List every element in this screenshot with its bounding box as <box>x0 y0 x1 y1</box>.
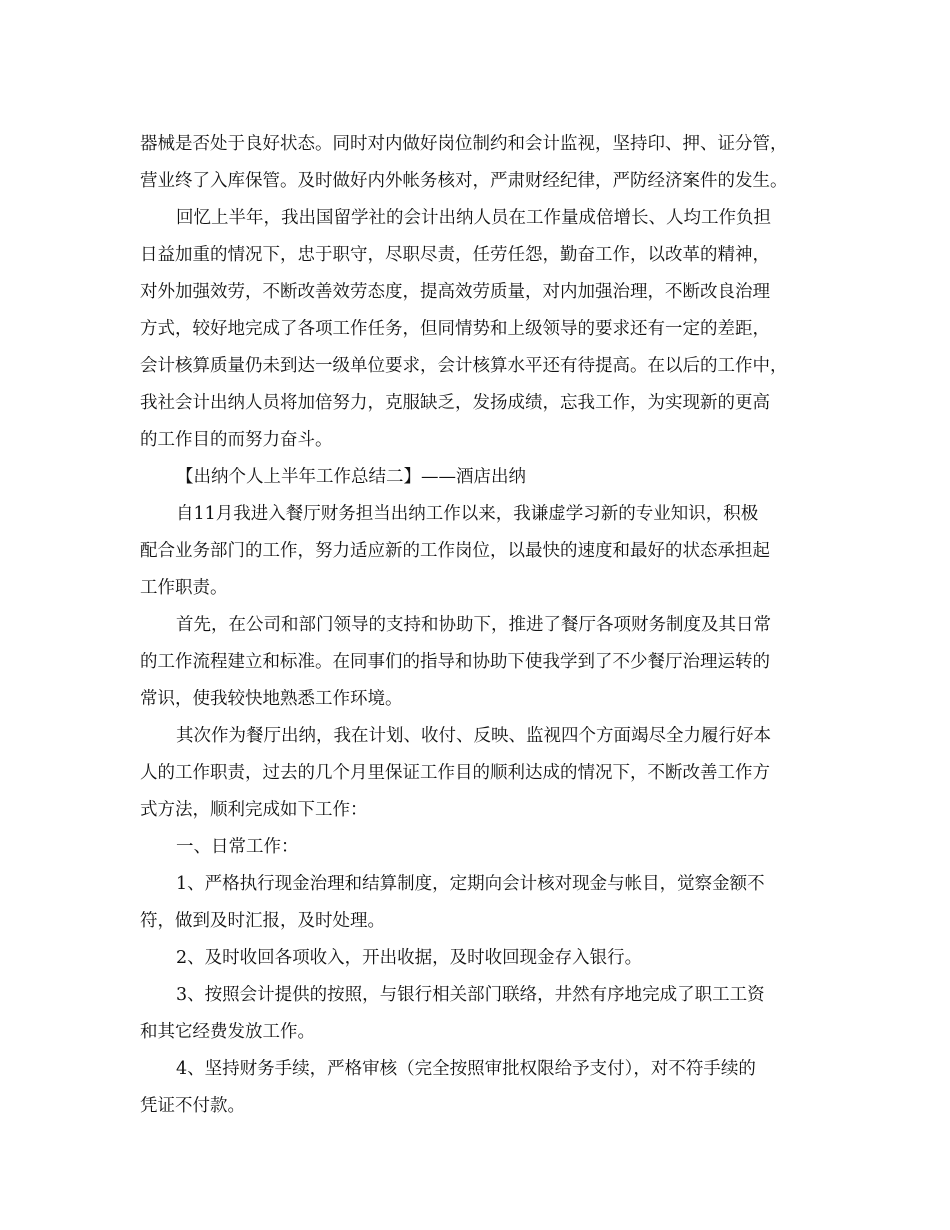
list-heading: 一、日常工作： <box>176 837 299 857</box>
text-line: 会计核算质量仍未到达一级单位要求，会计核算水平还有待提高。在以后的工作中， <box>140 356 788 376</box>
text-line: 的工作流程建立和标准。在同事们的指导和协助下使我学到了不少餐厅治理运转的 <box>140 652 770 672</box>
text-line: 我社会计出纳人员将加倍努力，克服缺乏，发扬成绩，忘我工作，为实现新的更高 <box>140 393 770 413</box>
text-line: 人的工作职责，过去的几个月里保证工作目的顺利达成的情况下，不断改善工作方 <box>140 763 770 783</box>
text-line: 常识，使我较快地熟悉工作环境。 <box>140 689 403 709</box>
text-line: 方式，较好地完成了各项工作任务，但同情势和上级领导的要求还有一定的差距， <box>140 319 770 339</box>
list-item-start-line: 4、坚持财务手续，严格审核（完全按照审批权限给予支付），对不符手续的 <box>176 1059 756 1079</box>
list-item-start-line: 1、严格执行现金治理和结算制度，定期向会计核对现金与帐目，觉察金额不 <box>176 874 765 894</box>
text-line: 式方法，顺利完成如下工作： <box>140 800 368 820</box>
paragraph-start-line: 首先，在公司和部门领导的支持和协助下，推进了餐厅各项财务制度及其日常 <box>176 615 771 635</box>
paragraph-start-line: 回忆上半年，我出国留学社的会计出纳人员在工作量成倍增长、人均工作负担 <box>176 208 771 228</box>
text-line: 的工作目的而努力奋斗。 <box>140 430 333 450</box>
list-item-start-line: 3、按照会计提供的按照，与银行相关部门联络，井然有序地完成了职工工资 <box>176 985 765 1005</box>
text-line: 营业终了入库保管。及时做好内外帐务核对，严肃财经纪律，严防经济案件的发生。 <box>140 171 788 191</box>
text-line: 符，做到及时汇报，及时处理。 <box>140 911 385 931</box>
paragraph-start-line: 自11月我进入餐厅财务担当出纳工作以来，我谦虚学习新的专业知识，积极 <box>176 504 759 524</box>
text-line: 工作职责。 <box>140 578 228 598</box>
text-line: 日益加重的情况下，忠于职守，尽职尽责，任劳任怨，勤奋工作，以改革的精神， <box>140 245 770 265</box>
list-item-start-line: 2、及时收回各项收入，开出收据，及时收回现金存入银行。 <box>176 948 643 968</box>
text-line: 配合业务部门的工作，努力适应新的工作岗位，以最快的速度和最好的状态承担起 <box>140 541 770 561</box>
text-line: 对外加强效劳，不断改善效劳态度，提高效劳质量，对内加强治理，不断改良治理 <box>140 282 770 302</box>
text-line: 和其它经费发放工作。 <box>140 1022 315 1042</box>
text-line: 器械是否处于良好状态。同时对内做好岗位制约和会计监视，坚持印、押、证分管， <box>140 134 788 154</box>
text-line: 凭证不付款。 <box>140 1096 245 1116</box>
paragraph-start-line: 其次作为餐厅出纳，我在计划、收付、反映、监视四个方面竭尽全力履行好本 <box>176 726 771 746</box>
section-heading: 【出纳个人上半年工作总结二】——酒店出纳 <box>176 467 526 487</box>
